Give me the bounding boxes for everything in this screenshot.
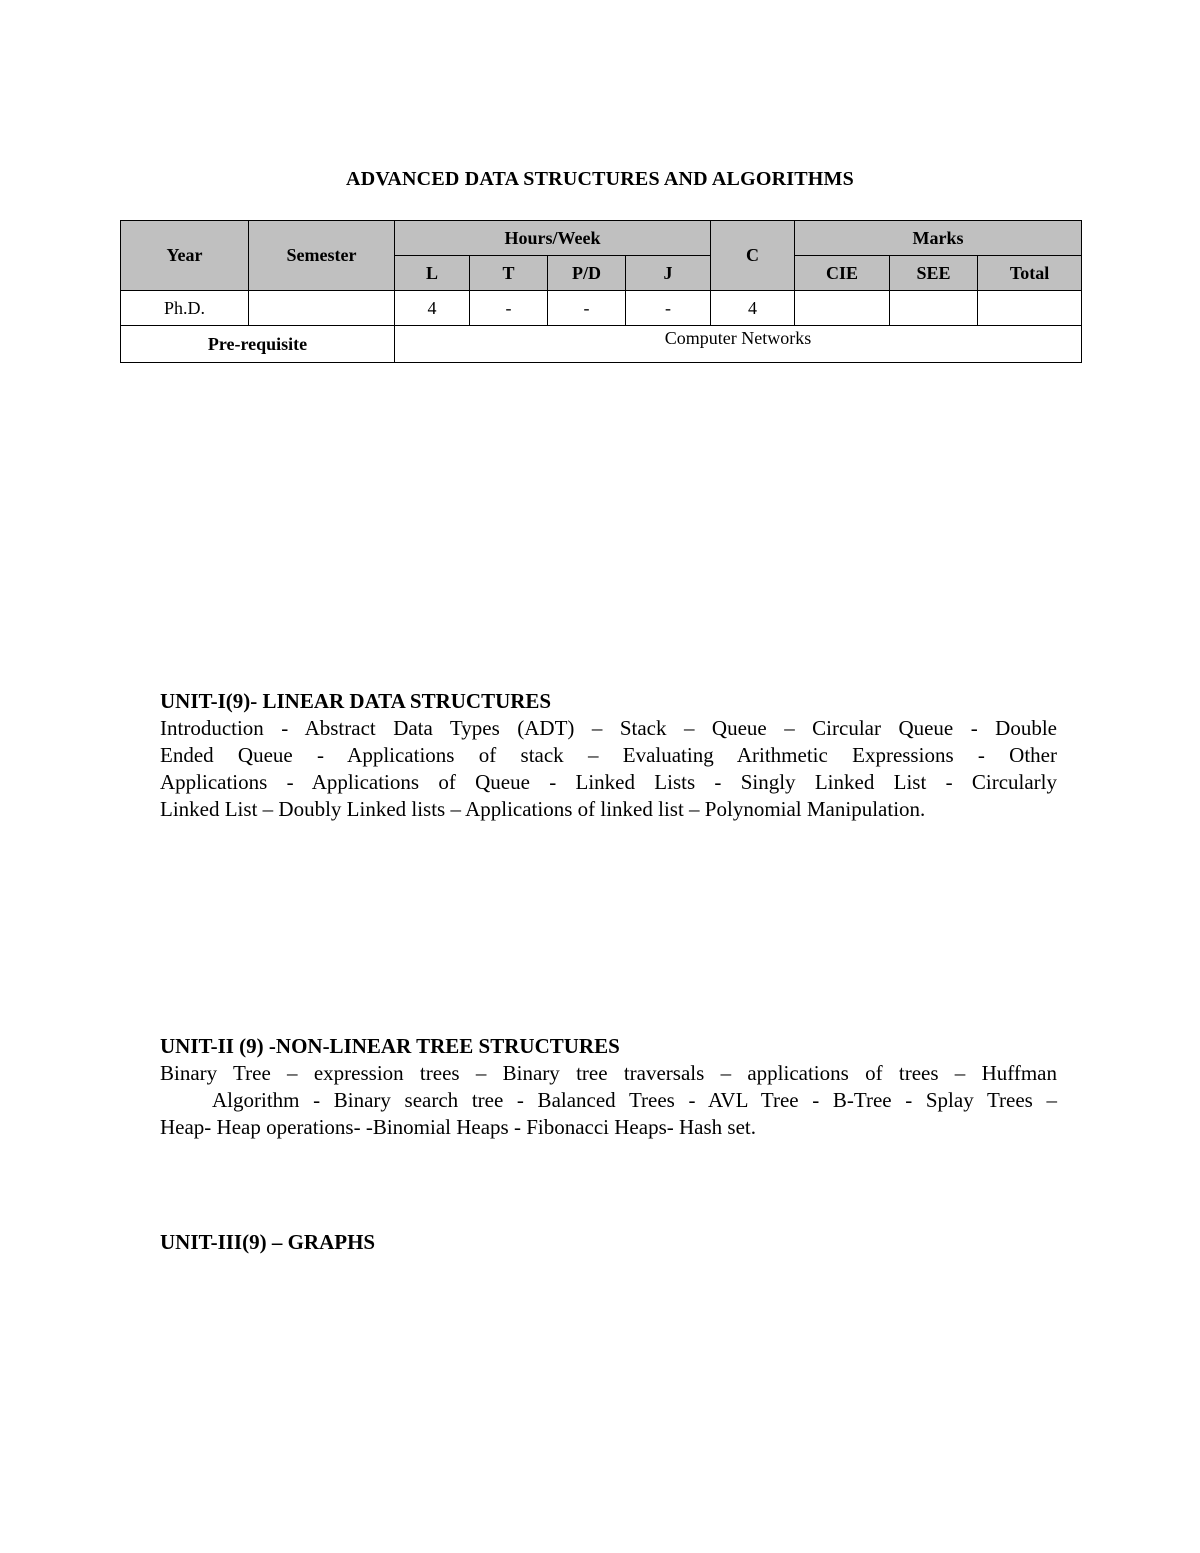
unit-2-body xyxy=(160,1060,1057,1141)
tutorial-header: T xyxy=(470,256,548,291)
unit-1-line: Introduction - Abstract Data Types (ADT) – Stack – Queue – Circular Queue - Double xyxy=(160,716,1057,740)
tutorial-cell: - xyxy=(470,291,548,326)
cie-header: CIE xyxy=(795,256,890,291)
unit-2-section xyxy=(160,1033,1057,1141)
unit-1-heading: UNIT-I(9)- LINEAR DATA STRUCTURES xyxy=(160,689,552,713)
unit-2-heading: UNIT-II (9) -NON-LINEAR TREE STRUCTURES xyxy=(160,1034,620,1058)
see-header: SEE xyxy=(890,256,978,291)
unit-1-line: Ended Queue - Applications of stack – Evaluating Arithmetic Expressions - Other xyxy=(160,743,1057,767)
unit-1-line: Applications - Applications of Queue - Linked Lists - Singly Linked List - Circularly xyxy=(160,770,1057,794)
prerequisite-label: Pre-requisite xyxy=(121,326,395,363)
credits-header: C xyxy=(711,221,795,291)
unit-2-line: Binary Tree – expression trees – Binary tree traversals – applications of trees – Huffman xyxy=(160,1061,1057,1085)
unit-3-section xyxy=(160,1229,1057,1256)
year-cell: Ph.D. xyxy=(121,291,249,326)
practical-header: P/D xyxy=(548,256,626,291)
unit-1-line: Linked List – Doubly Linked lists – Applications of linked list – Polynomial Manipulation. xyxy=(160,797,926,821)
table-row xyxy=(121,291,1082,326)
see-cell xyxy=(890,291,978,326)
course-details-table xyxy=(120,220,1082,363)
total-header: Total xyxy=(978,256,1082,291)
semester-header: Semester xyxy=(249,221,395,291)
j-cell: - xyxy=(626,291,711,326)
marks-header: Marks xyxy=(795,221,1082,256)
j-header: J xyxy=(626,256,711,291)
semester-cell xyxy=(249,291,395,326)
credits-cell: 4 xyxy=(711,291,795,326)
unit-2-line: Heap- Heap operations- -Binomial Heaps - Fibonacci Heaps- Hash set. xyxy=(160,1115,756,1139)
practical-cell: - xyxy=(548,291,626,326)
prerequisite-row xyxy=(121,326,1082,363)
hours-week-header: Hours/Week xyxy=(395,221,711,256)
unit-1-section xyxy=(160,688,1057,823)
unit-1-body xyxy=(160,715,1057,823)
lecture-header: L xyxy=(395,256,470,291)
lecture-cell: 4 xyxy=(395,291,470,326)
page-title: ADVANCED DATA STRUCTURES AND ALGORITHMS xyxy=(346,168,854,190)
unit-2-line: Algorithm - Binary search tree - Balanced Trees - AVL Tree - B-Tree - Splay Trees – xyxy=(212,1088,1057,1112)
total-cell xyxy=(978,291,1082,326)
prerequisite-value: Computer Networks xyxy=(395,326,1082,363)
table-header-row xyxy=(121,221,1082,256)
cie-cell xyxy=(795,291,890,326)
unit-3-heading: UNIT-III(9) – GRAPHS xyxy=(160,1230,376,1254)
year-header: Year xyxy=(121,221,249,291)
